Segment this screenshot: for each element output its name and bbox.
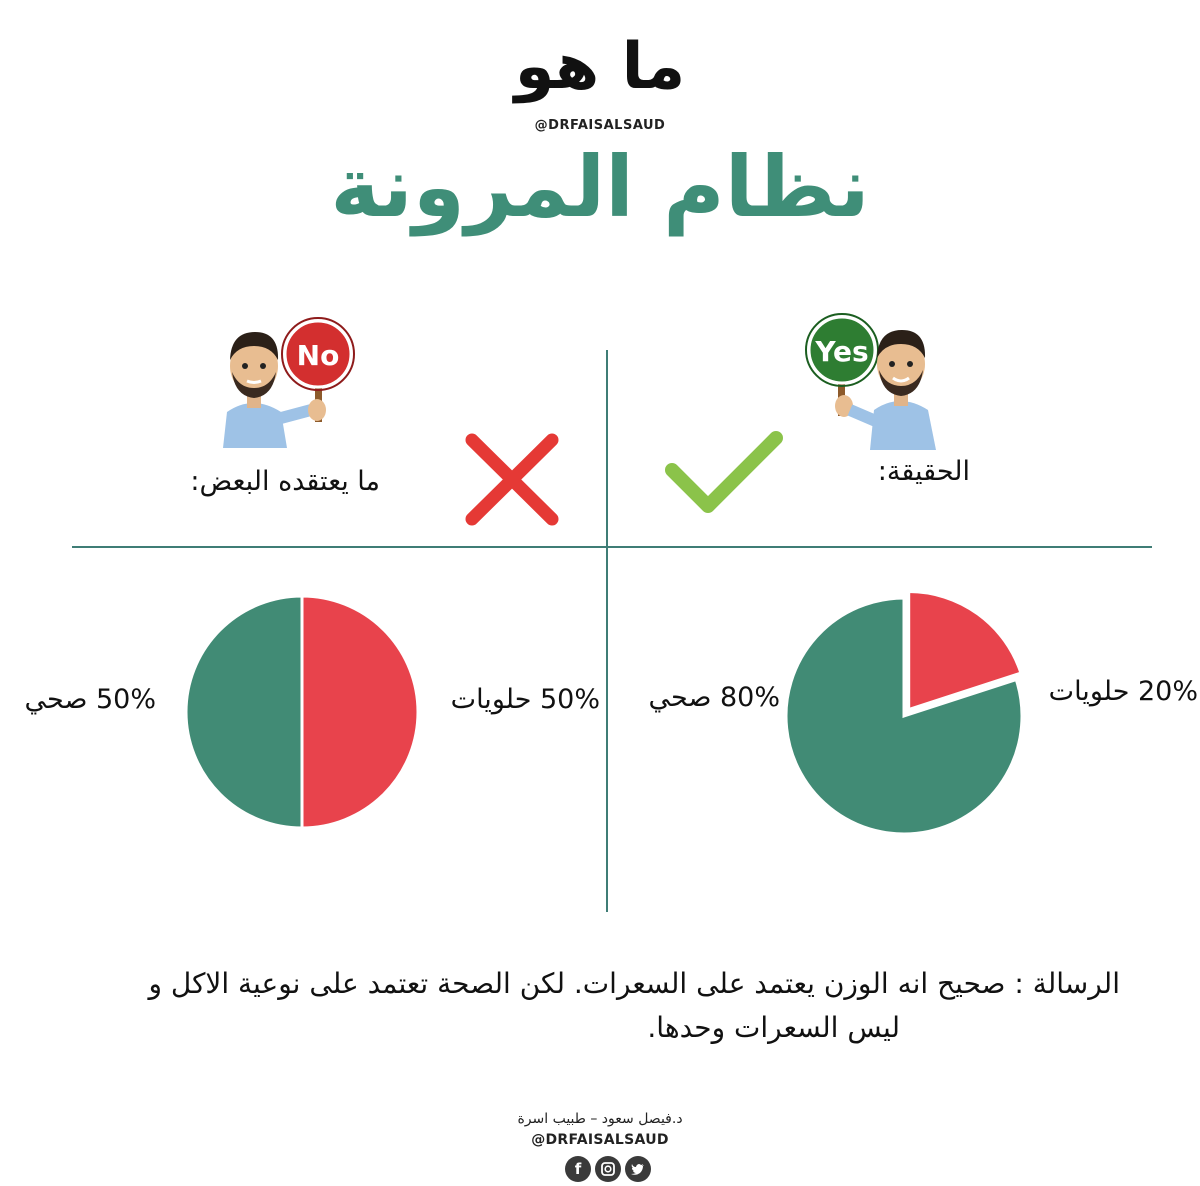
sign-no-text: No — [296, 339, 340, 372]
message-line-1: الرسالة : صحيح انه الوزن يعتمد على السعرات. لكن الصحة تعتمد على نوعية الاكل و — [148, 967, 1120, 1000]
pie-label-healthy-fact: 80% صحي — [648, 682, 780, 713]
avatar-yes-sign — [800, 310, 950, 450]
pie-chart-myth — [182, 594, 422, 830]
check-icon — [664, 430, 784, 520]
vertical-divider — [606, 350, 608, 912]
message-line-2: ليس السعرات وحدها. — [647, 1011, 900, 1044]
pie-slice-sweets — [302, 596, 418, 828]
avatar-no-sign — [215, 318, 365, 448]
social-icons — [560, 1156, 656, 1184]
page-title: نظام المرونة — [330, 138, 870, 236]
x-icon — [462, 432, 562, 527]
message-text — [90, 962, 1120, 1050]
twitter-icon[interactable] — [625, 1156, 651, 1182]
horizontal-divider — [72, 546, 1152, 548]
page-title-top: ما هو — [514, 30, 686, 104]
sign-yes-text: Yes — [815, 335, 869, 368]
pie-label-sweets-myth: 50% حلويات — [450, 684, 600, 715]
pie-chart-fact — [780, 588, 1030, 840]
instagram-icon[interactable] — [595, 1156, 621, 1182]
footer-author-name: د.فيصل سعود – طبيب اسرة — [517, 1111, 683, 1127]
pie-slice-healthy — [186, 596, 302, 828]
heading-fact: الحقيقة: — [877, 456, 970, 487]
author-handle: @DRFAISALSAUD — [534, 118, 666, 133]
pie-label-sweets-fact: 20% حلويات — [1048, 676, 1198, 707]
heading-myth: ما يعتقده البعض: — [190, 466, 380, 497]
facebook-icon[interactable]: f — [565, 1156, 591, 1182]
footer-handle: @DRFAISALSAUD — [531, 1132, 669, 1148]
pie-label-healthy-myth: 50% صحي — [24, 684, 156, 715]
